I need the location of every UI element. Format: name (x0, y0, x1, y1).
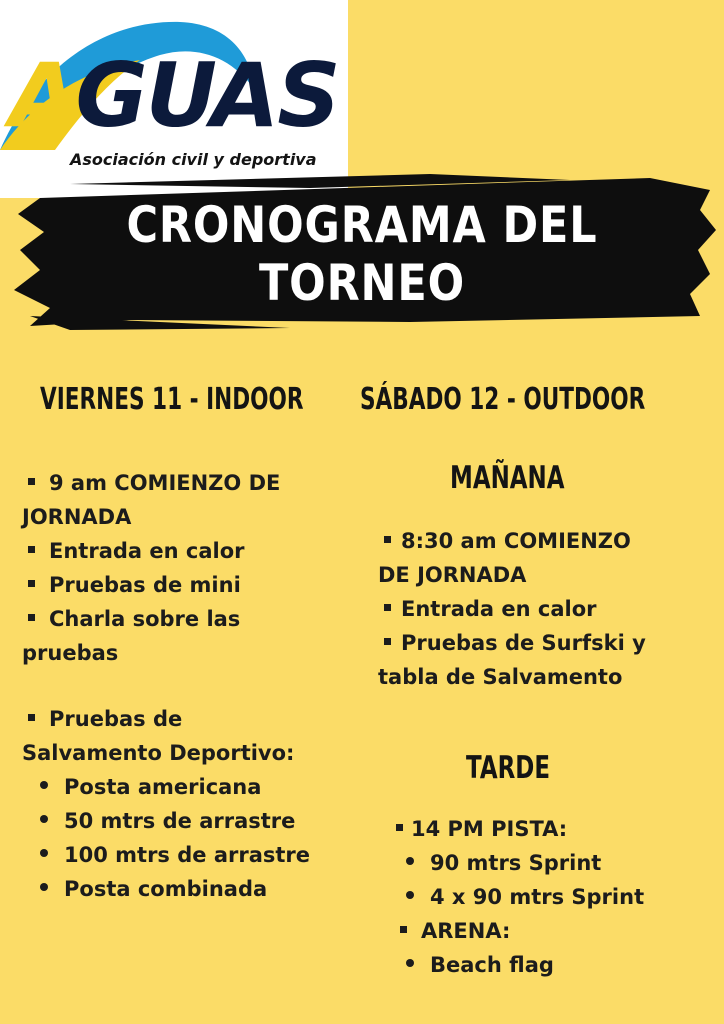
logo-tagline: Asociación civil y deportiva (70, 150, 317, 169)
saturday-morning-list (378, 524, 646, 694)
list-item: ARENA: (396, 914, 644, 948)
list-item: Posta combinada (22, 872, 310, 906)
square-bullet-icon (384, 604, 391, 611)
friday-heading: VIERNES 11 - INDOOR (40, 382, 304, 417)
square-bullet-icon (28, 614, 35, 621)
logo-wordmark: AGUAS (9, 44, 339, 147)
morning-heading: MAÑANA (450, 460, 565, 496)
round-bullet-icon (40, 883, 48, 891)
square-bullet-icon (384, 638, 391, 645)
friday-list-1 (22, 466, 280, 670)
saturday-heading: SÁBADO 12 - OUTDOOR (360, 382, 646, 417)
list-item: 9 am COMIENZO DE (22, 466, 280, 500)
title-line-2: TORNEO (258, 254, 466, 312)
list-item: 90 mtrs Sprint (396, 846, 644, 880)
square-bullet-icon (400, 926, 407, 933)
afternoon-heading: TARDE (466, 750, 551, 786)
list-item: Pruebas de Surfski y (378, 626, 646, 660)
square-bullet-icon (28, 478, 35, 485)
square-bullet-icon (396, 824, 403, 831)
list-item: 8:30 am COMIENZO (378, 524, 646, 558)
list-item: 100 mtrs de arrastre (22, 838, 310, 872)
list-item: Entrada en calor (378, 592, 646, 626)
list-item-continuation: tabla de Salvamento (378, 665, 623, 689)
square-bullet-icon (28, 546, 35, 553)
list-item-continuation: JORNADA (22, 505, 132, 529)
list-item: Entrada en calor (22, 534, 280, 568)
saturday-afternoon-list (396, 812, 644, 982)
list-item: Beach flag (396, 948, 644, 982)
round-bullet-icon (40, 781, 48, 789)
round-bullet-icon (406, 959, 414, 967)
list-item: 14 PM PISTA: (396, 812, 644, 846)
square-bullet-icon (28, 714, 35, 721)
list-item: Pruebas de mini (22, 568, 280, 602)
title-line-1: CRONOGRAMA DEL (126, 196, 598, 254)
friday-list-2 (22, 702, 310, 906)
list-item: Pruebas de (22, 702, 310, 736)
logo (0, 0, 348, 198)
square-bullet-icon (384, 536, 391, 543)
round-bullet-icon (40, 815, 48, 823)
page-title (51, 196, 674, 312)
list-item: 4 x 90 mtrs Sprint (396, 880, 644, 914)
list-item-continuation: pruebas (22, 641, 119, 665)
round-bullet-icon (406, 857, 414, 865)
list-item: 50 mtrs de arrastre (22, 804, 310, 838)
list-item-continuation: DE JORNADA (378, 563, 527, 587)
list-item-continuation: Salvamento Deportivo: (22, 741, 295, 765)
square-bullet-icon (28, 580, 35, 587)
round-bullet-icon (406, 891, 414, 899)
list-item: Charla sobre las (22, 602, 280, 636)
round-bullet-icon (40, 849, 48, 857)
list-item: Posta americana (22, 770, 310, 804)
